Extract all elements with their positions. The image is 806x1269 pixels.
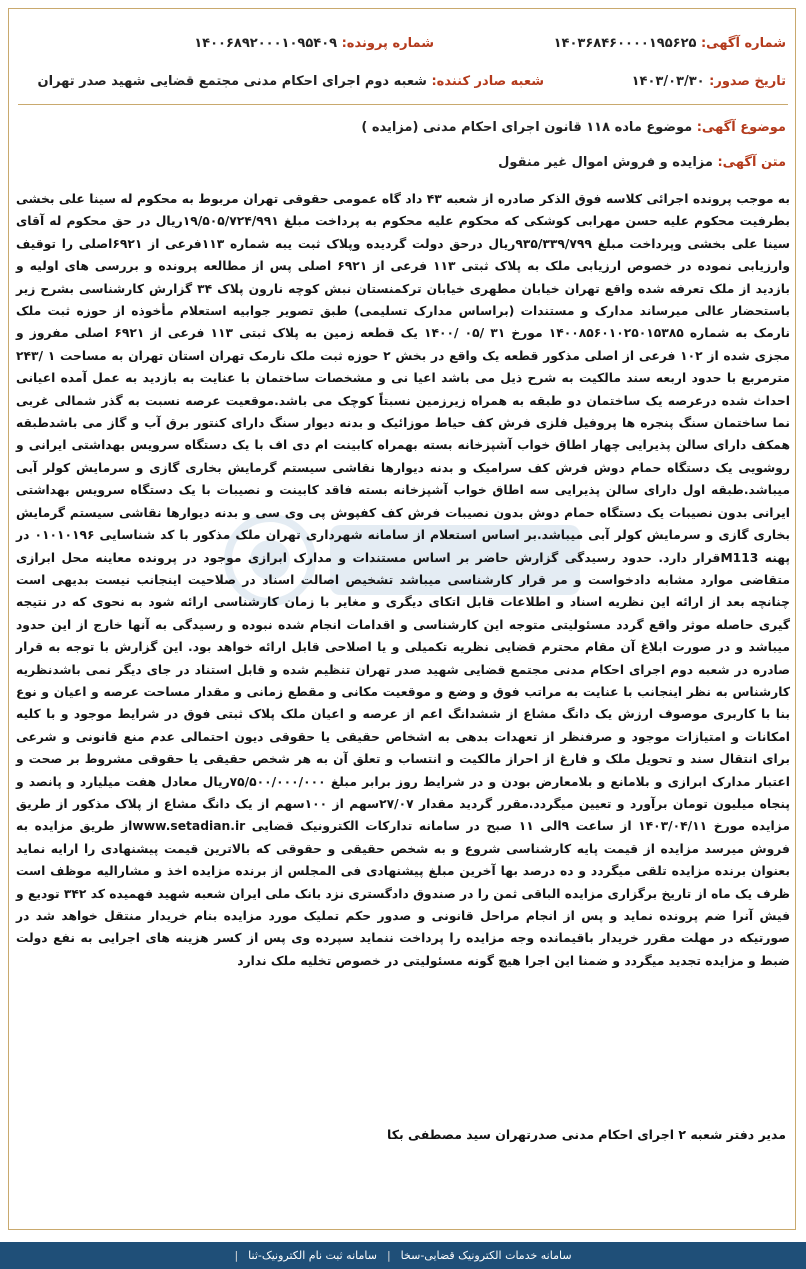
issue-date bbox=[632, 74, 786, 89]
issuer bbox=[38, 74, 544, 89]
text-title bbox=[498, 155, 786, 170]
case-number bbox=[194, 36, 434, 51]
ad-number-value: ۱۴۰۳۶۸۴۶۰۰۰۰۱۹۵۶۲۵ bbox=[553, 36, 697, 51]
case-number-label: شماره پرونده: bbox=[341, 36, 434, 51]
issue-date-label: تاریخ صدور: bbox=[709, 74, 786, 89]
footer-link-sakha[interactable]: سامانه خدمات الکترونیک قضایی-سخا bbox=[400, 1249, 572, 1262]
subject-value: موضوع ماده ۱۱۸ قانون اجرای احکام مدنی (مزایده ) bbox=[361, 120, 693, 135]
text-title-value: مزایده و فروش اموال غیر منقول bbox=[498, 155, 713, 170]
signature: مدیر دفتر شعبه ۲ اجرای احکام مدنی صدرتهران سید مصطفی بکا bbox=[387, 1127, 786, 1142]
footer-separator: | bbox=[386, 1249, 391, 1262]
text-title-label: متن آگهی: bbox=[717, 155, 786, 170]
ad-number-label: شماره آگهی: bbox=[700, 36, 786, 51]
notice-body: به موجب پرونده اجرائی کلاسه فوق الذکر صادره از شعبه ۴۳ داد گاه عمومی حقوقی تهران مربوط به محکوم له سینا علی بخشی بطرفیت محکوم علیه حسن مهرابی کوشکی که محکوم علیه محکوم به پرداخت مبلغ ۱۹/۵۰۵/۷۲۴/۹۹۱ریال در حق محکوم له آقای سینا علی بخشی وپرداخت مبلغ ۹۳۵/۳۳۹/۷۹۹ریال درحق دولت گردیده وپلاک ثبت یبه شماره ۱۱۳فرعی از ۶۹۲۱اصلی را توقیف وارزیابی نموده در خصوص ارزیابی ملک به پلاک ثبتی ۱۱۳ فرعی از ۶۹۲۱ اصلی پس از مطالعه پرونده و بررسی های اولیه و بازدید از ملک تعرفه شده واقع تهران خیابان مطهری خیابان ترکمنستان نبش کوچه نارون پلاک ۳۴ گزارش کارشناسی بشرح زیر باستحضار عالی میرساند مدارک و مستندات (براساس مدارک تسلیمی) طبق تصویر جوابیه استعلام مأخوذه از حوزه ثبت ملک نارمک به شماره ۱۴۰۰۸۵۶۰۱۰۲۵۰۱۵۳۸۵ مورخ ۳۱ /۰۵ /۱۴۰۰ یک قطعه زمین به پلاک ثبتی ۱۱۳ فرعی از ۶۹۲۱ اصلی مفروز و مجزی شده از ۱۰۲ فرعی از اصلی مذکور قطعه یک واقع در بخش ۲ حوزه ثبت ملک نارمک تهران استان تهران به مساحت ۱ /۲۴۳ مترمربع با حدود اربعه سند مالکیت به شرح ذیل می باشد اعیا نی و مشخصات ساختمان با عنایت به بازدید به عمل آمده اعیانی احداث شده درعرصه یک ساختمان دو طبقه به همراه زیرزمین نسبتاً کوچک می باشد.موقعیت عرصه نسبت به گذر شمالی غربی نما ساختمان سنگ پنجره ها پروفیل فلزی فرش کف حیاط موزائیک و بدنه دیوار سنگ دارای کنتور برق آب و گاز می باشدطبقه همکف دارای سالن پذیرایی چهار اطاق خواب آشپزخانه بسته بهمراه کابینت ام دی اف با یک دستگاه سرویس بهداشتی ایرانی و روشویی یک دستگاه حمام دوش فرش کف سرامیک و بدنه دیوارها نقاشی سیستم گرمایش بخاری گازی و سرمایش کولر آبی میباشد.طبقه اول دارای سالن پذیرایی سه اطاق خواب آشپزخانه بسته فاقد کابینت و نصیبات با یک دستگاه سرویس بهداشتی ایرانی بدون نصیبات یک دستگاه حمام دوش بدون نصیبات فرش کف کفپوش پی وی سی و بدنه دیوارها نقاشی سیستم گرمایش بخاری گازی و سرمایش کولر آبی میباشد.بر اساس استعلام از سامانه شهرداری تهران ملک مذکور با کد شناسایی ۰۱۰۱۰۱۹۶ در پهنه M113قرار دارد. حدود رسیدگی گزارش حاضر بر اساس مستندات و مدارک ابرازی موجود در پرونده معاینه محل ابرازی متقاضی موارد مشابه دادخواست و مر قرار کارشناسی میباشد تشخیص اصالت اسناد در صلاحیت اینجانب نیست بدیهی است چنانچه بعد از ارائه این نظریه اسناد و اطلاعات قابل اتکای دیگری و مغایر با زمان کارشناسی ارائه شود به نحوی که در نتیجه گیری حاصله موثر واقع گردد مسئولیتی متوجه این کارشناسی و اقدامات انجام شده نبوده و رسیدگی به آنها خارج از این حدود میباشد و در صورت ابلاغ آن مقام محترم قضایی نظریه تکمیلی و یا اصلاحی قابل ارائه خواهد بود. این گزارش با توجه به قرار صادره در شعبه دوم اجرای احکام مدنی مجتمع قضایی شهید صدر تهران تنظیم شده و قابل استناد در جای دیگر نمی باشدنظریه کارشناس به نظر اینجانب با عنایت به مراتب فوق و وضع و موقعیت مکانی و مقطع زمانی و مقدار مساحت عرصه و اعیان و نوع بنا با کاربری موصوف ارزش یک دانگ مشاع از ششدانگ اعم از عرصه و اعیان ملک پلاک ثبتی فوق در شرایط موجود و با کلیه امکانات و امتیازات موجود و صرفنظر از تعهدات بدهی به اشخاص حقیقی یا حقوقی دیون احتمالی عدم منع قانونی و شرعی برای انتقال سند و تحویل ملک و فارغ از احراز مالکیت و انتساب و تعلق آن به هر شخص حقیقی یا حقوقی مشروط بر صحت و اعتبار مدارک ابرازی و بلامانع و بلامعارض بودن و در شرایط روز برابر مبلغ ۷۵/۵۰۰/۰۰۰/۰۰۰ریال معادل هفت میلیارد و پانصد و پنجاه میلیون تومان برآورد و تعیین میگردد.مقرر گردید مقدار ۲۷/۰۷سهم از ۱۰۰سهم از یک دانگ مشاع از پلاک مذکور از طریق مزایده مورخ ۱۴۰۳/۰۴/۱۱ از ساعت ۹الی ۱۱ صبح در سامانه تدارکات الکترونیک قضایی www.setadian.irاز طریق مزایده به فروش میرسد مزایده از قیمت پایه کارشناسی شروع و به شخص حقیقی و حقوقی که بالاترین قیمت پیشنهادی را ارایه نماید بعنوان برنده مزایده تلقی میگردد و ده درصد بها آخرین مبلغ پیشنهادی فی المجلس از برنده مزایده اخذ و مشارالیه موظف است ظرف یک ماه از تاریخ برگزاری مزایده الباقی ثمن را در صندوق دادگستری نزد بانک ملی ایران شعبه شهید فهمیده کد ۳۴۲ تودیع و فیش آنرا ضم پرونده نماید و پس از انجام مراحل قانونی و صدور حکم تملیک مورد مزایده بنام خریدار منتقل خواهد شد در صورتیکه در مهلت مقرر خریدار باقیمانده وجه مزایده را پرداخت ننماید سپرده وی پس از کسر هزینه های اجرایی به نفع دولت ضبط و مزایده تجدید میگردد و ضمنا این اجرا هیچ گونه مسئولیتی در خصوص تخلیه ملک ندارد bbox=[16, 192, 791, 968]
issue-date-value: ۱۴۰۳/۰۳/۳۰ bbox=[631, 74, 705, 89]
header-divider bbox=[18, 104, 788, 105]
footer-bar bbox=[0, 1242, 806, 1269]
subject-label: موضوع آگهی: bbox=[696, 120, 786, 135]
case-number-value: ۱۴۰۰۶۸۹۲۰۰۰۱۰۹۵۴۰۹ bbox=[194, 36, 338, 51]
issuer-value: شعبه دوم اجرای احکام مدنی مجتمع قضایی شهید صدر تهران bbox=[37, 74, 427, 89]
footer-separator-end: | bbox=[234, 1249, 239, 1262]
issuer-label: شعبه صادر کننده: bbox=[431, 74, 544, 89]
footer-link-sana[interactable]: سامانه ثبت نام الکترونیک-ثنا bbox=[248, 1249, 377, 1262]
subject bbox=[361, 120, 786, 135]
ad-number bbox=[554, 36, 786, 51]
